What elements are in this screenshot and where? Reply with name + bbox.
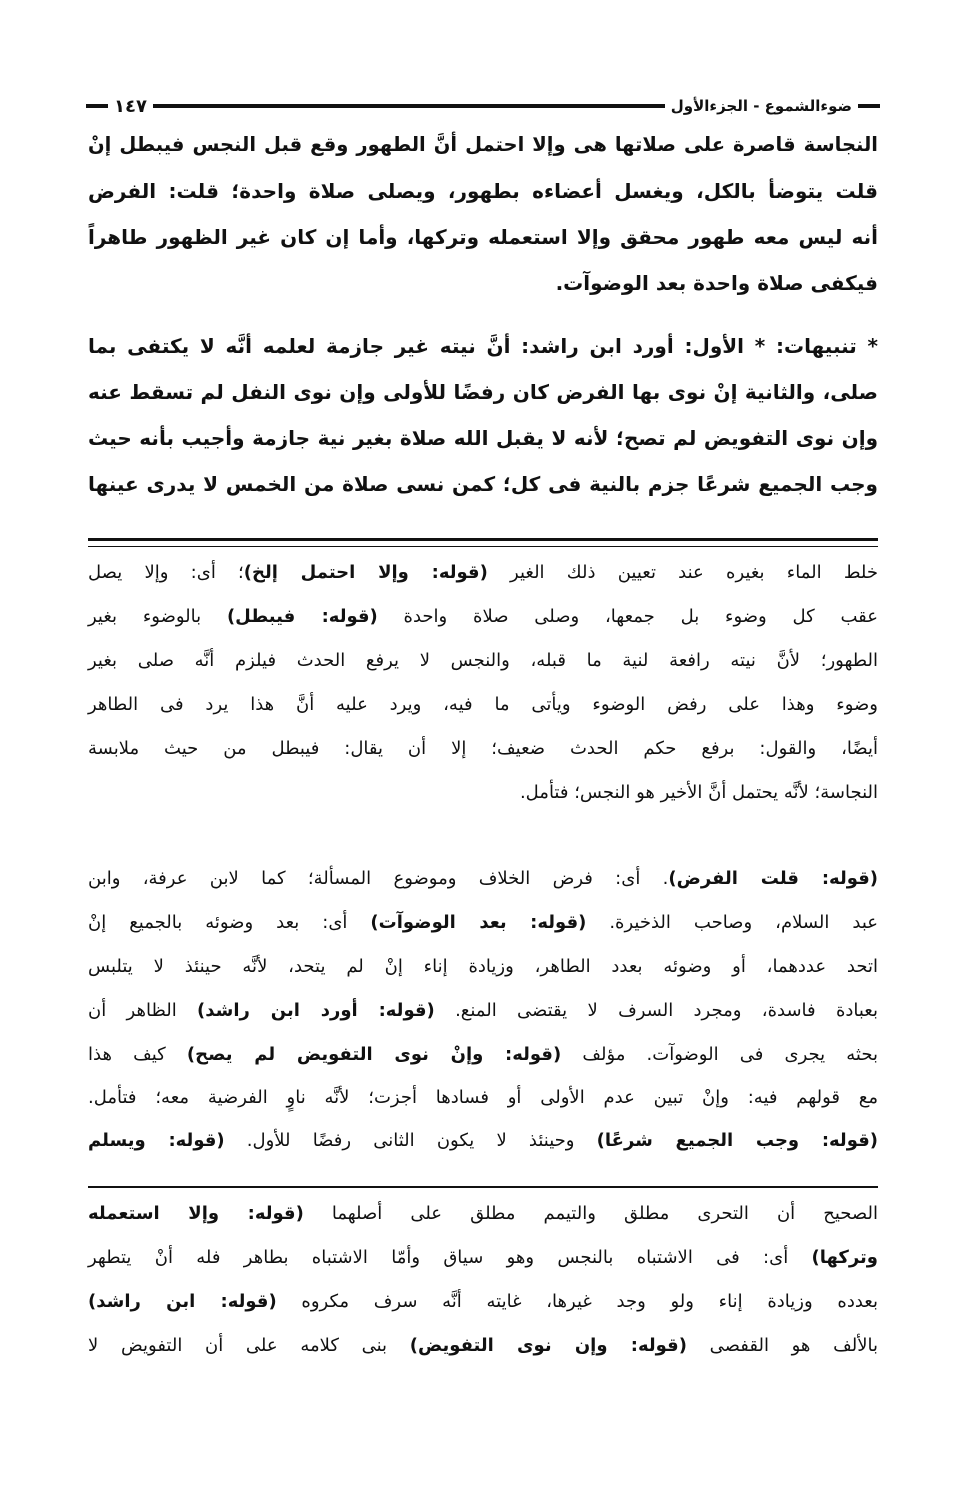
text-segment: الصحيح أن التحرى مطلق والتيمم مطلق على أصلهما bbox=[303, 1203, 878, 1224]
quoted-lemma: أنه ليس معه طهور محقق وإلا استعمله وتركها، وأما إن كان غير الظهور طاهراً bbox=[88, 225, 878, 249]
text-segment: النجاسة؛ لأنَّه يحتمل أنَّ الأخير هو النجس؛ فتأمل. bbox=[519, 782, 878, 803]
text-line bbox=[88, 334, 878, 358]
text-segment: خلط الماء بغيره عند تعيين ذلك الغير bbox=[487, 562, 878, 583]
text-segment: أى: بعد وضوئه بالجميع إنْ bbox=[88, 912, 371, 933]
quoted-lemma: فيكفى صلاة واحدة بعد الوضوآت. bbox=[555, 271, 878, 295]
quoted-lemma: وجب الجميع شرعًا جزم بالنية فى كل؛ كمن نسى صلاة من الخمس لا يدرى عينها bbox=[88, 472, 878, 496]
text-line bbox=[88, 179, 878, 203]
text-line bbox=[88, 1044, 878, 1065]
text-line bbox=[88, 1087, 878, 1108]
text-segment: عقب كل وضوء بل جمعها، وصلى صلاة واحدة bbox=[377, 606, 879, 627]
text-segment: . أى: فرض الخلاف وموضوع المسألة؛ كما لابن عرفة، وابن bbox=[88, 868, 669, 889]
text-line bbox=[88, 271, 878, 295]
text-segment: بنى كلامه على أن التفويض لا bbox=[88, 1335, 410, 1356]
quoted-lemma: (قوله: وإلا احتمل إلخ) bbox=[243, 562, 488, 583]
quoted-lemma: (قوله: ويسلم bbox=[88, 1130, 225, 1151]
text-segment: بحثه يجرى فى الوضوآت. مؤلف bbox=[561, 1044, 878, 1065]
quoted-lemma: وتركها) bbox=[811, 1247, 878, 1268]
quoted-lemma: (قوله: ابن راشد) bbox=[88, 1291, 277, 1312]
text-line bbox=[88, 912, 878, 933]
text-segment: بالألف هو القفصى bbox=[686, 1335, 878, 1356]
text-segment: بالوضوء بغير bbox=[88, 606, 227, 627]
text-line bbox=[88, 606, 878, 627]
text-line bbox=[88, 380, 878, 404]
text-segment: بعدده وزيادة إناء ولو وجد غيرها، غايته أنَّه سرف مكروه bbox=[276, 1291, 878, 1312]
text-line bbox=[88, 1130, 878, 1151]
quoted-lemma: (قوله: وجب الجميع شرعًا) bbox=[596, 1130, 878, 1151]
text-line bbox=[88, 133, 878, 156]
quoted-lemma: (قوله: بعد الوضوآت) bbox=[370, 912, 587, 933]
text-segment: الطهور؛ لأنَّ نيته رافعة لنية ما قبله، والنجس لا يرفع الحدث فيلزم أنَّه صلى بغير bbox=[88, 650, 878, 671]
quoted-lemma: * تنبيهات: * الأول: أورد ابن راشد: أنَّ نيته غير جازمة لعلمه أنَّه لا يكتفى بما bbox=[88, 334, 878, 358]
quoted-lemma: (قوله: وإنْ نوى التفويض لم يصح) bbox=[186, 1044, 562, 1065]
text-line bbox=[88, 694, 878, 715]
quoted-lemma: (قوله: فيبطل) bbox=[226, 606, 378, 627]
quoted-lemma: النجاسة قاصرة على صلاتها هى وإلا احتمل أنَّ الطهور وقع قبل النجس فيبطل إنْ bbox=[88, 133, 878, 156]
text-segment: أى: فى الاشتباه بالنجس وهو سياق وأمّا الاشتباه بطاهر فله أنْ يتطهر bbox=[88, 1247, 812, 1268]
text-line bbox=[88, 1000, 878, 1021]
page-number: ١٤٧ bbox=[114, 95, 147, 117]
text-segment: بعبادة فاسدة، ومجرد السرف لا يقتضى المنع. bbox=[434, 1000, 878, 1021]
text-line bbox=[88, 1335, 878, 1356]
quoted-lemma: (قوله: أورد ابن راشد) bbox=[197, 1000, 435, 1021]
header-dash bbox=[858, 104, 880, 108]
text-segment: وضوء وهذا على رفض الوضوء ويأتى ما فيه، ويرد عليه أنَّ هذا يرد فى الطاهر bbox=[88, 694, 878, 715]
text-line bbox=[88, 868, 878, 889]
quoted-lemma: وإن نوى التفويض لم تصح؛ لأنه لا يقبل الله صلاة بغير نية جازمة وأجيب بأنه حيث bbox=[88, 426, 878, 450]
text-segment: اتحد عددهما، أو وضوئه بعدد الطاهر، وزيادة إناء إنْ لم يتحد، لأنَّه حينئذ لا يتلبس bbox=[88, 956, 878, 977]
text-line bbox=[88, 1291, 878, 1312]
quoted-lemma: صلى، والثانية إنْ نوى بها الفرض كان رفضًا للأولى وإن نوى النفل لم تسقط عنه bbox=[88, 380, 878, 404]
text-line bbox=[88, 562, 878, 583]
text-line bbox=[88, 472, 878, 496]
header-dash bbox=[86, 104, 108, 108]
text-line bbox=[88, 1247, 878, 1268]
text-line bbox=[88, 782, 878, 803]
text-segment: عبد السلام، وصاحب الذخيرة. bbox=[586, 912, 878, 933]
footnote-divider-double-top bbox=[88, 538, 878, 541]
commentary-divider bbox=[88, 1186, 878, 1188]
text-line bbox=[88, 738, 878, 759]
text-segment: وحينئذ لا يكون الثانى رفضًا للأول. bbox=[224, 1130, 597, 1151]
quoted-lemma: (قوله: قلت الفرض) bbox=[668, 868, 879, 889]
running-header bbox=[86, 92, 880, 120]
quoted-lemma: (قوله: وإلا استعمله bbox=[88, 1203, 304, 1224]
text-line bbox=[88, 225, 878, 249]
text-line bbox=[88, 650, 878, 671]
quoted-lemma: قلت يتوضأ بالكل، ويغسل أعضاءه بطهور، ويصلى صلاة واحدة؛ قلت: الفرض bbox=[88, 179, 878, 203]
text-line bbox=[88, 426, 878, 450]
book-title: ضوءالشموع - الجزءالأول bbox=[670, 97, 852, 115]
footnote-divider-double-bottom bbox=[88, 546, 878, 547]
text-segment: الظاهر أن bbox=[88, 1000, 198, 1021]
text-line bbox=[88, 956, 878, 977]
header-rule bbox=[153, 104, 665, 108]
quoted-lemma: (قوله: وإن نوى التفويض) bbox=[409, 1335, 687, 1356]
text-segment: ؛ أى: وإلا يصل bbox=[88, 562, 244, 583]
text-segment: أيضًا، والقول: برفع حكم الحدث ضعيف؛ إلا أن يقال: فيبطل من حيث ملابسة bbox=[88, 738, 878, 759]
text-line bbox=[88, 1203, 878, 1224]
text-segment: كيف هذا bbox=[88, 1044, 187, 1065]
text-segment: مع قولهم فيه: وإنْ تبين عدم الأولى أو فسادها أجزت؛ لأنَّه ناوٍ الفرضية معه؛ فتأمل. bbox=[88, 1087, 878, 1108]
